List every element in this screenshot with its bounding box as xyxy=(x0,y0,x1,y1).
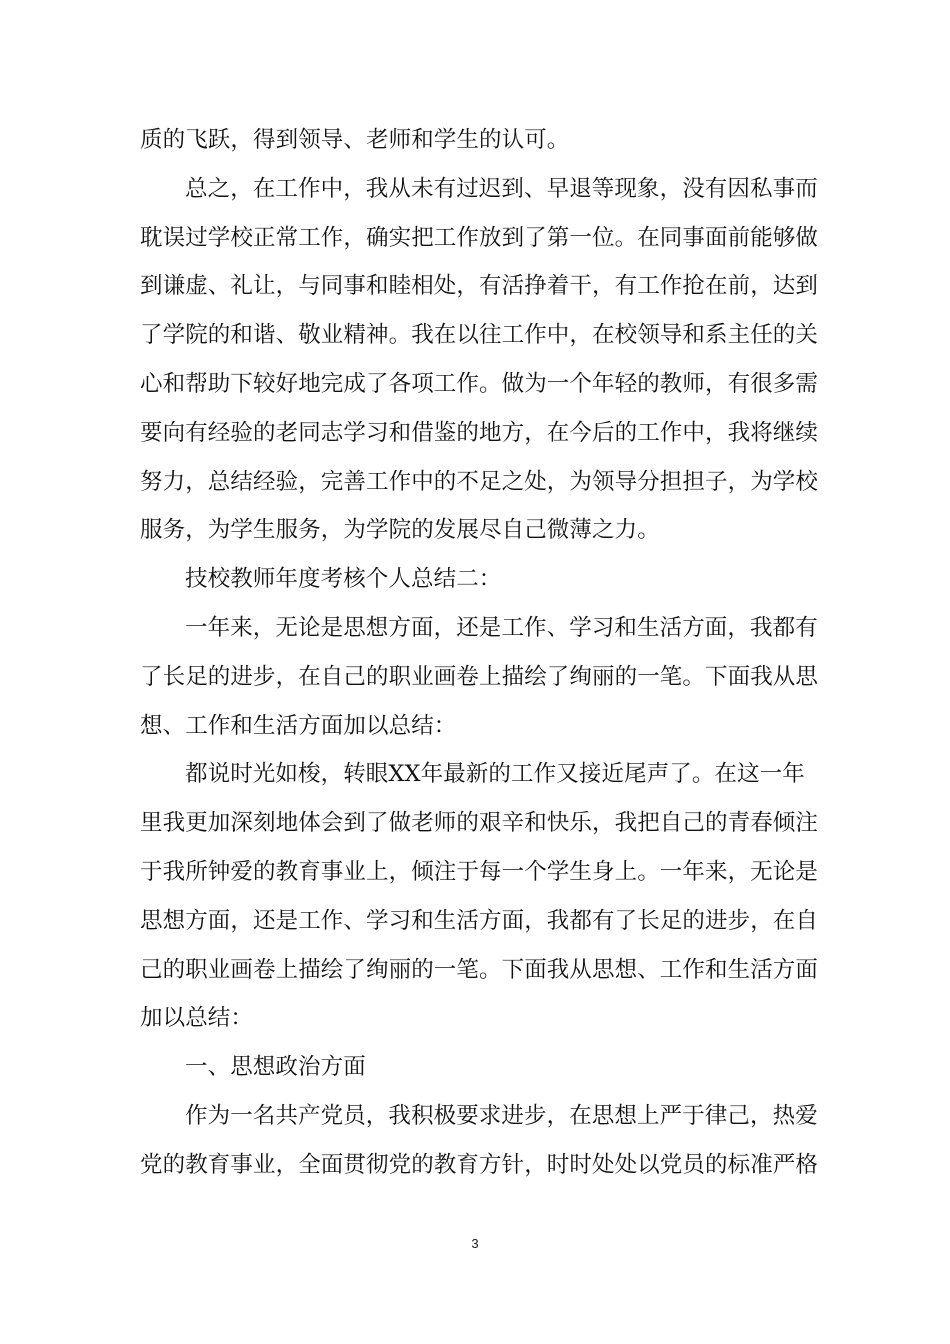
text-line: 一年来，无论是思想方面，还是工作、学习和生活方面，我都有 xyxy=(185,614,818,641)
text-line: 质的飞跃，得到领导、老师和学生的认可。 xyxy=(140,127,570,153)
page-number: 3 xyxy=(471,1236,479,1251)
text-line: 加以总结： xyxy=(140,1005,254,1032)
text-line: 耽误过学校正常工作，确实把工作放到了第一位。在同事面前能够做 xyxy=(140,224,819,251)
text-line: 努力，总结经验，完善工作中的不足之处，为领导分担担子，为学校 xyxy=(140,468,819,495)
text-line: 服务，为学生服务，为学院的发展尽自己微薄之力。 xyxy=(140,517,660,544)
text-line: 于我所钟爱的教育事业上，倾注于每一个学生身上。一年来，无论是 xyxy=(140,858,819,885)
section-heading: 一、思想政治方面 xyxy=(185,1054,366,1081)
text-line: 了长足的进步，在自己的职业画卷上描绘了绚丽的一笔。下面我从思 xyxy=(140,663,819,690)
text-line: 想、工作和生活方面加以总结： xyxy=(140,712,457,739)
text-line: 思想方面，还是工作、学习和生活方面，我都有了长足的进步，在自 xyxy=(140,907,819,934)
text-line: 里我更加深刻地体会到了做老师的艰辛和快乐，我把自己的青春倾注 xyxy=(140,810,819,837)
text-line: 都说时光如梭，转眼XX年最新的工作又接近尾声了。在这一年 xyxy=(185,761,805,788)
text-line: 到谦虚、礼让，与同事和睦相处，有活挣着干，有工作抢在前，达到 xyxy=(140,273,819,300)
text-line: 了学院的和谐、敬业精神。我在以往工作中，在校领导和系主任的关 xyxy=(140,322,819,349)
text-line: 作为一名共产党员，我积极要求进步，在思想上严于律己，热爱 xyxy=(185,1102,818,1129)
section-heading: 技校教师年度考核个人总结二： xyxy=(185,566,502,593)
text-line: 要向有经验的老同志学习和借鉴的地方，在今后的工作中，我将继续 xyxy=(140,419,819,446)
text-line: 心和帮助下较好地完成了各项工作。做为一个年轻的教师，有很多需 xyxy=(140,370,819,397)
body-text xyxy=(140,116,824,1190)
text-line: 己的职业画卷上描绘了绚丽的一笔。下面我从思想、工作和生活方面 xyxy=(140,956,819,983)
text-line: 党的教育事业，全面贯彻党的教育方针，时时处处以党员的标准严格 xyxy=(140,1151,819,1178)
text-line: 总之，在工作中，我从未有过迟到、早退等现象，没有因私事而 xyxy=(185,175,818,202)
